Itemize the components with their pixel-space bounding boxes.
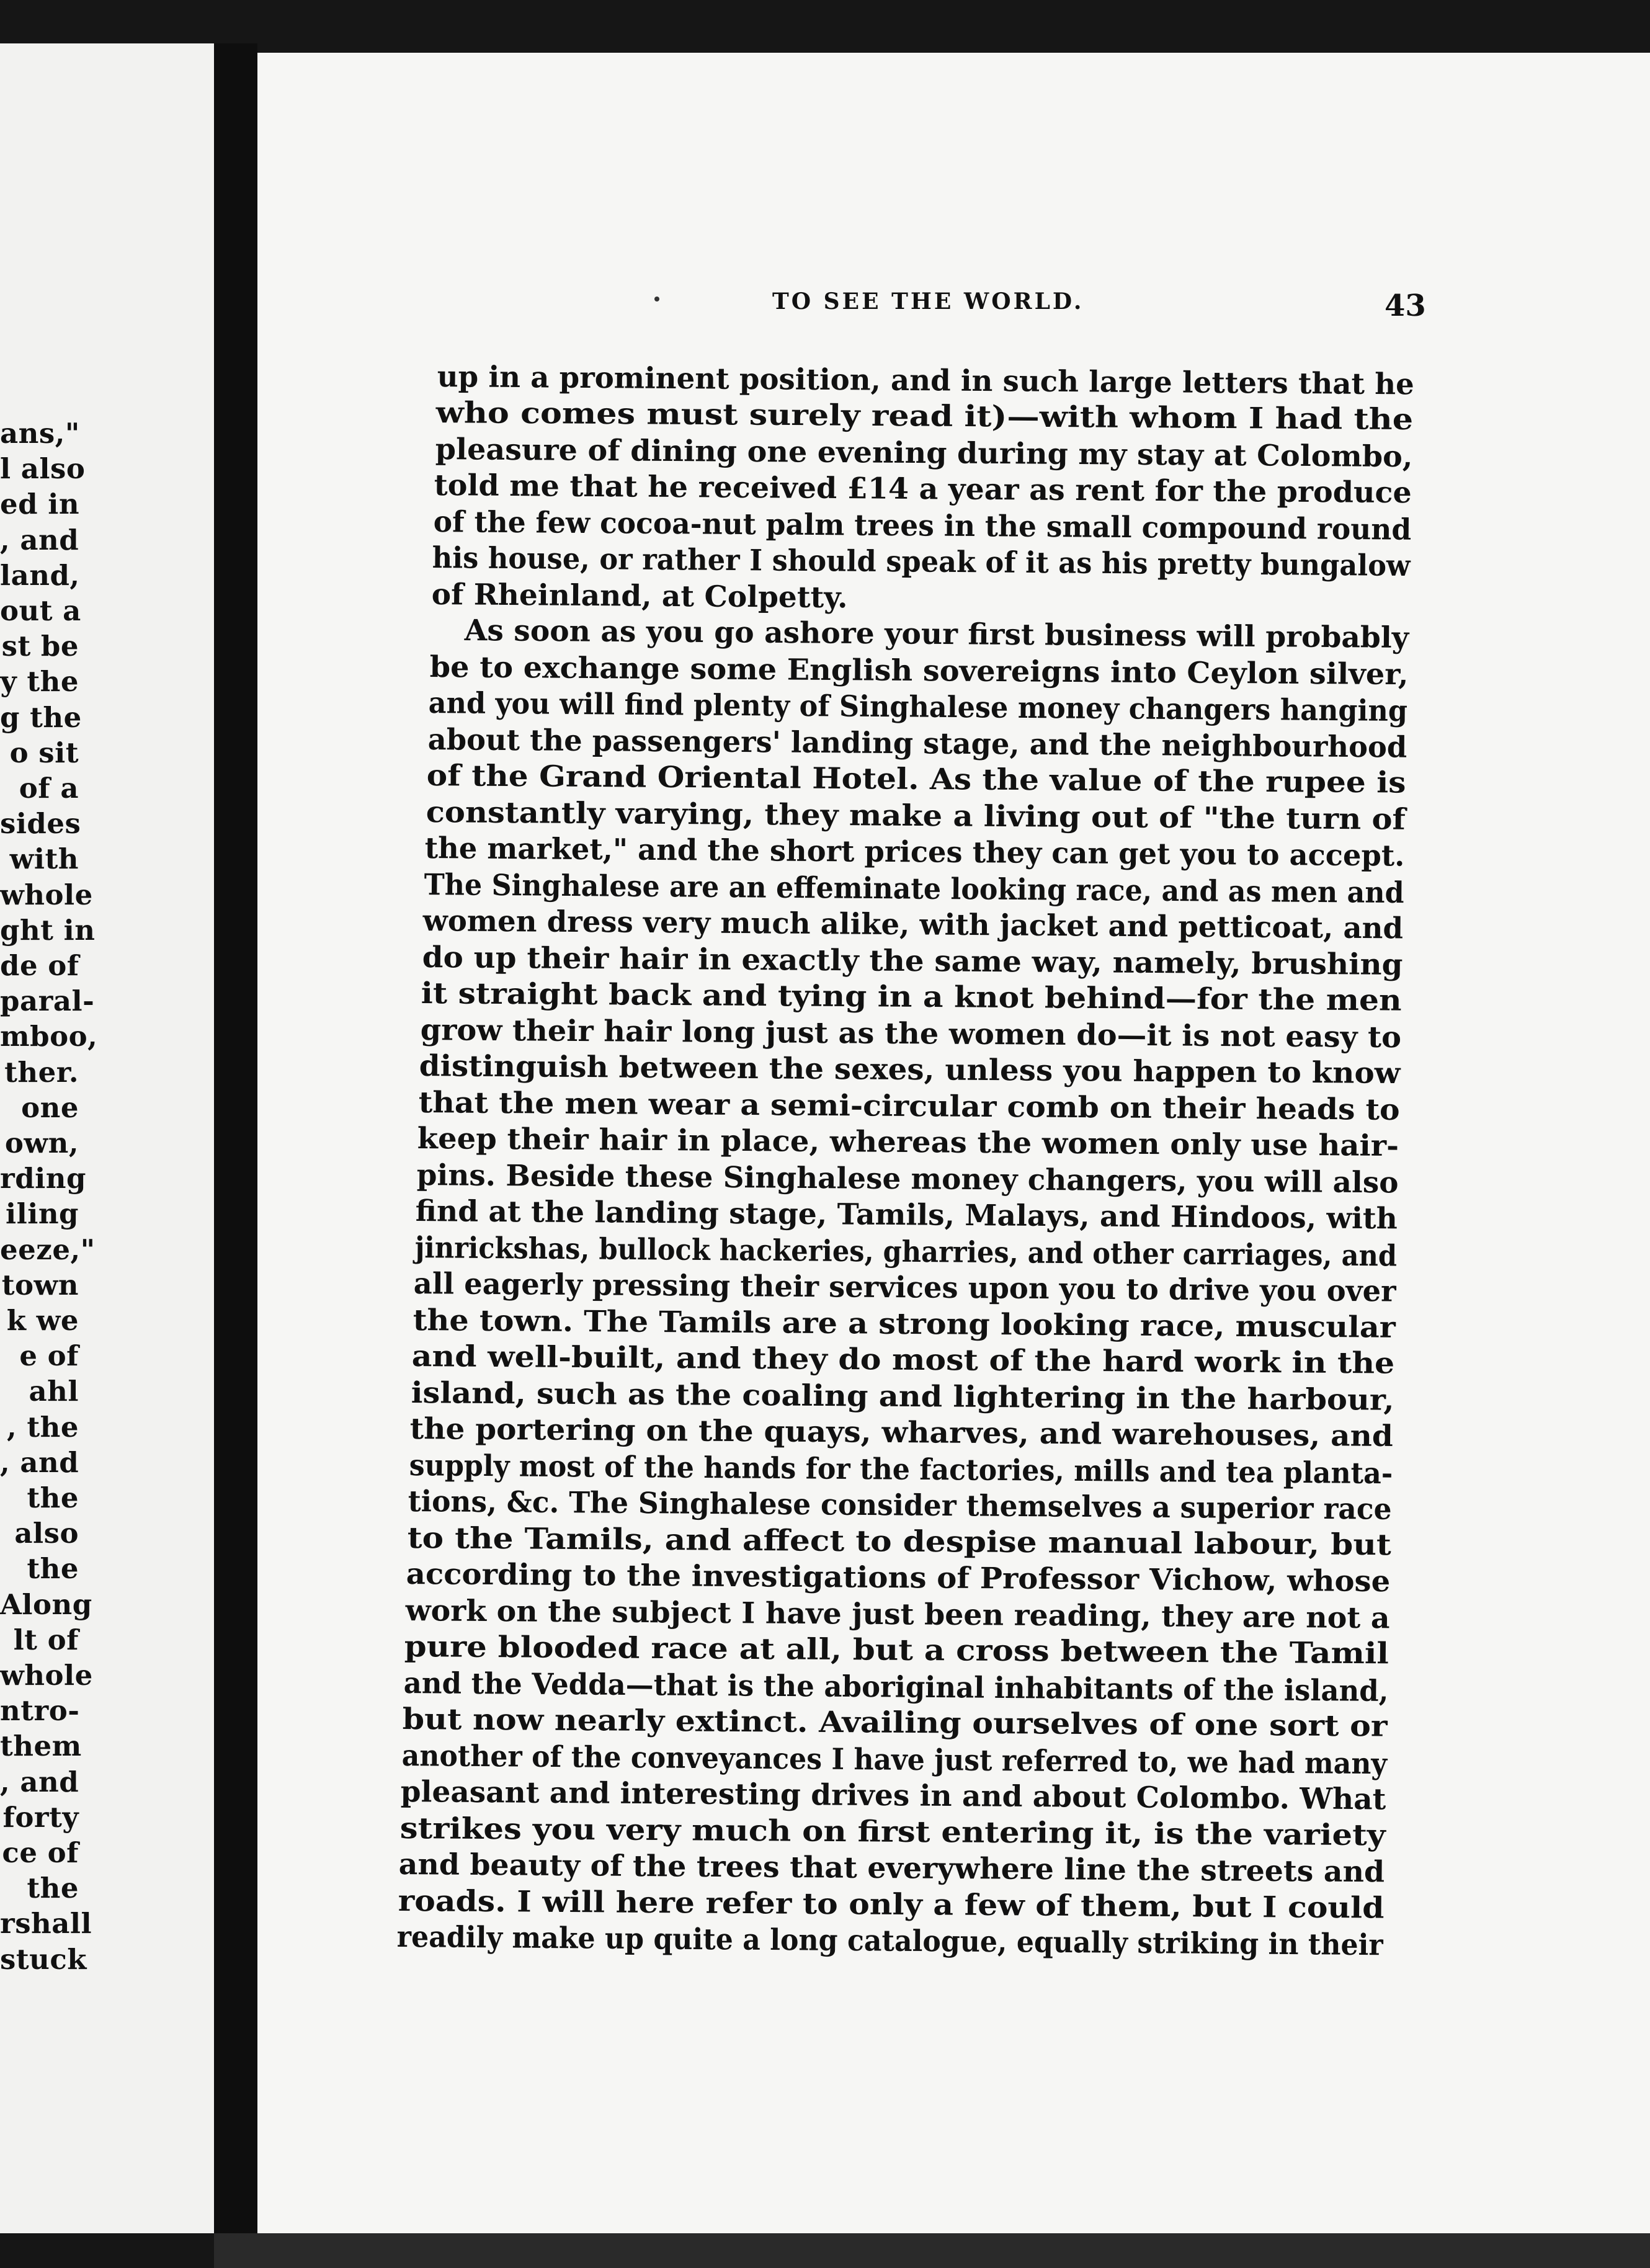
left-page-line: rding — [0, 1162, 86, 1195]
text-line: strikes you very much on first entering it, is the variety — [399, 1811, 1386, 1852]
text-line: that the men wear a semi-circular comb on their heads to — [418, 1085, 1400, 1127]
text-line: roads. I will here refer to only a few of them, but I could — [398, 1883, 1385, 1926]
left-page-line: , and — [0, 523, 79, 556]
text-line: of the few cocoa-nut palm trees in the small compound round — [433, 504, 1412, 547]
text-line: pleasure of dining one evening during my stay at Colombo, — [435, 432, 1413, 475]
text-line: who comes must surely read it)—with whom I had the — [436, 396, 1414, 437]
text-line: pins. Beside these Singhalese money changers, you will also — [416, 1158, 1399, 1200]
left-page-line: ed in — [0, 488, 80, 521]
left-page-line: l also — [0, 452, 86, 486]
page-number: 43 — [1385, 288, 1426, 323]
text-line: the market," and the short prices they can get you to accept. — [424, 831, 1405, 873]
text-line: constantly varying, they make a living out of "the turn of — [426, 795, 1406, 837]
left-page-line: , the — [7, 1410, 79, 1444]
text-line: do up their hair in exactly the same way, namely, brushing — [422, 940, 1403, 982]
text-line: pure blooded race at all, but a cross between the Tamil — [404, 1630, 1389, 1671]
text-line: the town. The Tamils are a strong looking race, muscular — [412, 1303, 1396, 1345]
text-line: readily make up quite a long catalogue, equally striking in their — [396, 1920, 1383, 1963]
left-page-line: g the — [0, 700, 82, 734]
left-page-line: sides — [0, 807, 81, 841]
left-page-line: ce of — [2, 1836, 79, 1869]
text-line: The Singhalese are an effeminate looking race, and as men and — [424, 867, 1404, 910]
text-line: be to exchange some English sovereigns into Ceylon silver, — [429, 650, 1409, 692]
left-page-line: the — [27, 1872, 79, 1905]
text-line: told me that he received £14 a year as rent for the produce — [434, 468, 1412, 511]
text-line: his house, or rather I should speak of it as his pretty bungalow — [432, 541, 1411, 584]
left-page-line: own, — [4, 1127, 79, 1159]
text-line: tions, &c. The Singhalese consider themselves a superior race — [408, 1484, 1392, 1527]
text-line: island, such as the coaling and lightering in the harbour, — [411, 1375, 1394, 1418]
text-line: according to the investigations of Professor Vichow, whose — [406, 1557, 1391, 1599]
text-line: jinrickshas, bullock hackeries, gharries, and other carriages, and — [414, 1230, 1398, 1274]
text-line: another of the conveyances I have just referred to, we had many — [401, 1738, 1387, 1781]
text-line: pleasant and interesting drives in and about Colombo. What — [400, 1775, 1386, 1817]
left-page-line: one — [21, 1091, 79, 1124]
text-line: As soon as you go ashore your first business will probably — [464, 614, 1409, 656]
left-page-line: ther. — [4, 1055, 79, 1089]
left-page-line: e of — [19, 1339, 79, 1373]
text-line: find at the landing stage, Tamils, Malays, and Hindoos, with — [415, 1194, 1398, 1236]
left-page-line: also — [14, 1517, 79, 1550]
left-page-line: ght in — [0, 913, 96, 947]
left-page-line: mboo, — [0, 1020, 98, 1053]
text-line: and beauty of the trees that everywhere line the streets and — [398, 1847, 1385, 1890]
text-line: work on the subject I have just been reading, they are not a — [405, 1593, 1390, 1635]
text-line: grow their hair long just as the women do—it is not easy to — [420, 1012, 1402, 1055]
left-page-line: them — [0, 1730, 82, 1763]
left-page-line: stuck — [0, 1942, 87, 1976]
left-page-line: , and — [0, 1765, 79, 1798]
left-page-line: forty — [2, 1800, 79, 1834]
left-page-line: Along — [0, 1587, 92, 1621]
text-line: keep their hair in place, whereas the women only use hair- — [417, 1122, 1399, 1164]
left-page-line: de of — [0, 949, 79, 982]
text-line: but now nearly extinct. Availing ourselves of one sort or — [402, 1702, 1388, 1744]
running-head: TO SEE THE WORLD. — [772, 288, 1084, 315]
text-line: to the Tamils, and affect to despise manual labour, but — [407, 1520, 1391, 1562]
left-page-line: y the — [0, 665, 79, 699]
left-page-line: land, — [0, 558, 80, 592]
left-page-line: whole — [0, 1659, 93, 1692]
left-page-line: iling — [6, 1197, 79, 1231]
text-line: the portering on the quays, wharves, and warehouses, and — [409, 1412, 1394, 1454]
left-page-line: of a — [19, 772, 79, 805]
text-line: it straight back and tying in a knot behind—for the men — [421, 976, 1402, 1018]
left-page-line: with — [9, 842, 79, 876]
text-line: and you will find plenty of Singhalese money changers hanging — [428, 686, 1408, 729]
left-page-line: , and — [0, 1445, 79, 1479]
text-line: all eagerly pressing their services upon you to drive you over — [413, 1267, 1396, 1309]
left-page-line: town — [1, 1268, 79, 1301]
left-page-line: k we — [6, 1304, 79, 1337]
text-line: women dress very much alike, with jacket and petticoat, and — [422, 904, 1404, 946]
left-page-line: ntro- — [0, 1694, 80, 1728]
text-line: and the Vedda—that is the aboriginal inhabitants of the island, — [403, 1666, 1389, 1708]
text-line: supply most of the hands for the factories, mills and tea planta- — [409, 1448, 1393, 1491]
left-page-line: st be — [1, 630, 79, 663]
left-page-line: whole — [0, 878, 93, 911]
left-page-line: ans," — [0, 417, 80, 450]
left-page-line: eeze," — [0, 1233, 96, 1266]
text-line: and well-built, and they do most of the hard work in the — [411, 1339, 1395, 1381]
text-line: distinguish between the sexes, unless you happen to know — [419, 1049, 1401, 1091]
text-line: of Rheinland, at Colpetty. — [431, 577, 848, 615]
left-page-line: o sit — [9, 736, 79, 769]
left-page-line: rshall — [0, 1907, 92, 1940]
text-line: of the Grand Oriental Hotel. As the value of the rupee is — [426, 759, 1407, 800]
left-page-line: paral- — [0, 984, 95, 1018]
left-page-line: the — [27, 1552, 79, 1586]
left-page-line: out a — [0, 594, 81, 627]
left-page-line: the — [27, 1481, 79, 1514]
left-page-line: lt of — [13, 1623, 79, 1656]
text-line: about the passengers' landing stage, and the neighbourhood — [427, 722, 1407, 765]
left-page-line: ahl — [29, 1375, 79, 1408]
text-line: up in a prominent position, and in such large letters that he — [437, 360, 1414, 402]
